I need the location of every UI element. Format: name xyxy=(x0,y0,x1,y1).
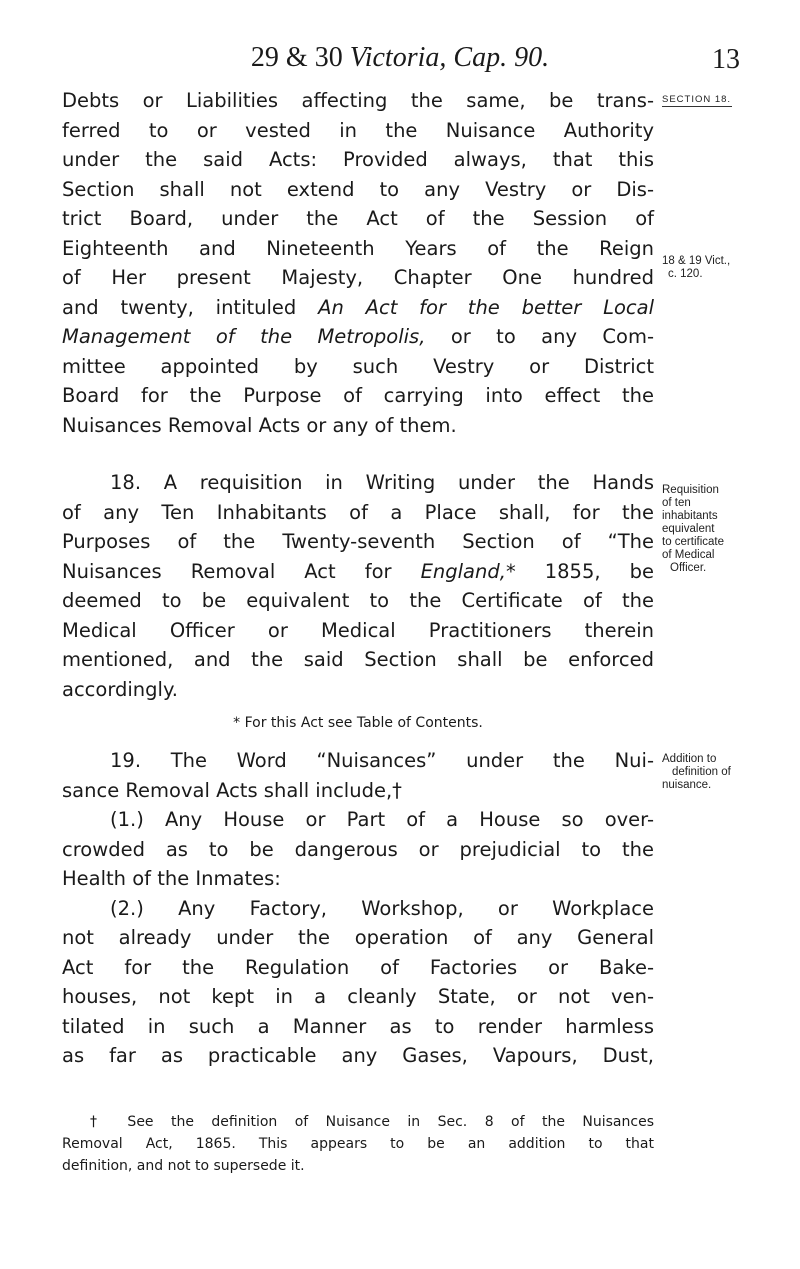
text-line: 19. The Word “Nuisances” under the Nui- xyxy=(110,749,654,772)
footnote-asterisk: * For this Act see Table of Contents. xyxy=(233,715,483,731)
text-line: trict Board, under the Act of the Session of xyxy=(62,207,654,230)
body-text xyxy=(62,86,654,1177)
sidenote-addition: Addition to definition of nuisance. xyxy=(662,753,731,791)
sidenote-section: SECTION 18. xyxy=(662,94,732,105)
text-line: Purposes of the Twenty-seventh Section of “The xyxy=(62,530,654,553)
text-line: (2.) Any Factory, Workshop, or Workplace xyxy=(110,896,654,920)
text-line: 18. A requisition in Writing under the Hands xyxy=(110,471,654,494)
text-line: and twenty, intituled An Act for the better Local xyxy=(62,295,654,319)
footnote-line: Removal Act, 1865. This appears to be an addition to that xyxy=(62,1135,654,1152)
section-18 xyxy=(62,468,654,704)
section-19 xyxy=(62,746,654,1071)
text-line: mittee appointed by such Vestry or District xyxy=(62,354,654,378)
sidenote-rule xyxy=(662,106,732,107)
text-line: as far as practicable any Gases, Vapours, Dust, xyxy=(62,1044,654,1067)
text-line: Board for the Purpose of carrying into effect the xyxy=(62,384,654,407)
text-line: Management of the Metropolis, or to any Com- xyxy=(62,325,654,348)
sidenote-requisition: Requisition of ten inhabitants equivalent to certificate of Medical Officer. xyxy=(662,484,724,574)
text-line: Nuisances Removal Acts or any of them. xyxy=(62,413,457,437)
footnote-dagger xyxy=(62,1111,654,1177)
text-line: Medical Officer or Medical Practitioners therein xyxy=(62,618,654,642)
section-17-continued xyxy=(62,86,654,440)
footnote-line: † See the definition of Nuisance in Sec. 8 of the Nuisances xyxy=(90,1113,654,1130)
text-line: accordingly. xyxy=(62,677,178,701)
text-line: Section shall not extend to any Vestry or Dis- xyxy=(62,177,654,201)
text-line: (1.) Any House or Part of a House so over- xyxy=(110,808,654,831)
text-line: deemed to be equivalent to the Certificate of the xyxy=(62,589,654,612)
text-line: of any Ten Inhabitants of a Place shall, for the xyxy=(62,500,654,524)
text-line: Health of the Inmates: xyxy=(62,867,281,890)
text-line: houses, not kept in a cleanly State, or not ven- xyxy=(62,985,654,1008)
text-line: tilated in such a Manner as to render harmless xyxy=(62,1014,654,1038)
text-line: mentioned, and the said Section shall be enforced xyxy=(62,648,654,671)
text-line: Act for the Regulation of Factories or Bake- xyxy=(62,955,654,979)
text-line: of Her present Majesty, Chapter One hundred xyxy=(62,266,654,289)
text-line: ferred to or vested in the Nuisance Authority xyxy=(62,118,654,142)
text-line: Nuisances Removal Act for England,* 1855, be xyxy=(62,559,654,583)
page-number: 13 xyxy=(712,44,740,75)
running-title: 29 & 30 Victoria, Cap. 90. xyxy=(250,42,550,73)
footnote-line: definition, and not to supersede it. xyxy=(62,1157,305,1174)
page-header xyxy=(60,42,740,82)
text-line: Eighteenth and Nineteenth Years of the Reign xyxy=(62,236,654,260)
text-line: crowded as to be dangerous or prejudicial to the xyxy=(62,837,654,861)
text-line: under the said Acts: Provided always, that this xyxy=(62,148,654,171)
sidenote-vict: 18 & 19 Vict., c. 120. xyxy=(662,255,731,280)
text-line: Debts or Liabilities affecting the same, be trans- xyxy=(62,89,654,112)
text-line: sance Removal Acts shall include,† xyxy=(62,778,402,802)
text-line: not already under the operation of any General xyxy=(62,926,654,949)
